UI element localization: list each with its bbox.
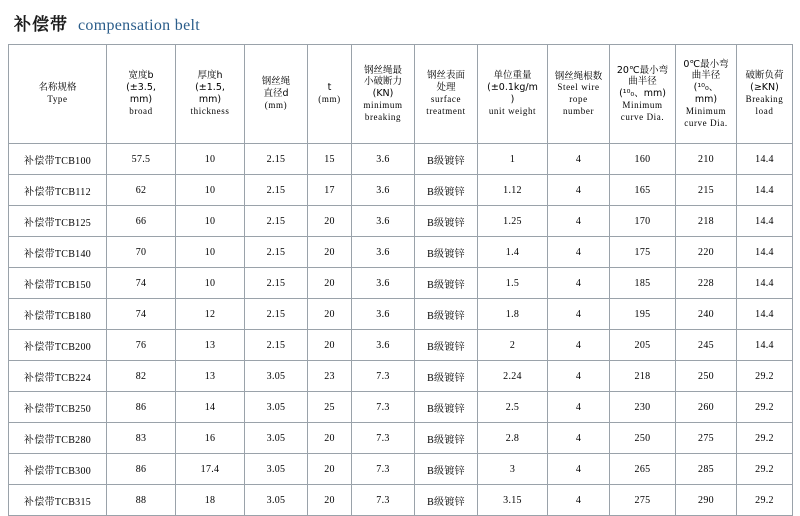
- table-cell: 218: [610, 361, 676, 392]
- column-header-cn-8: 钢丝绳根数: [554, 70, 603, 82]
- column-header-cn-7: 单位重量 (±0.1kg/m ): [487, 70, 538, 106]
- table-cell: 14.4: [737, 175, 793, 206]
- table-cell: 66: [107, 206, 176, 237]
- table-cell: 20: [308, 423, 352, 454]
- table-cell: 82: [107, 361, 176, 392]
- table-cell: 4: [548, 299, 610, 330]
- column-header-cn-3: 钢丝绳 直径d: [261, 76, 291, 100]
- table-cell: B级镀锌: [415, 144, 478, 175]
- table-cell: 10: [176, 206, 245, 237]
- table-cell: 4: [548, 454, 610, 485]
- table-cell: 2.15: [245, 330, 308, 361]
- table-cell: 20: [308, 330, 352, 361]
- table-cell: 2.5: [478, 392, 548, 423]
- table-cell: 170: [610, 206, 676, 237]
- table-cell: 3.6: [352, 299, 415, 330]
- table-cell: B级镀锌: [415, 485, 478, 516]
- cell-type: 补偿带TCB224: [9, 361, 107, 392]
- table-cell: 290: [676, 485, 737, 516]
- table-cell: 7.3: [352, 361, 415, 392]
- column-header-en-1: broad: [129, 105, 153, 116]
- cell-type: 补偿带TCB100: [9, 144, 107, 175]
- table-cell: B级镀锌: [415, 175, 478, 206]
- cell-type: 补偿带TCB150: [9, 268, 107, 299]
- table-cell: 250: [676, 361, 737, 392]
- table-cell: 20: [308, 268, 352, 299]
- table-cell: B级镀锌: [415, 392, 478, 423]
- table-cell: 29.2: [737, 485, 793, 516]
- cell-type: 补偿带TCB180: [9, 299, 107, 330]
- table-cell: 1.8: [478, 299, 548, 330]
- table-cell: 10: [176, 144, 245, 175]
- column-header-cn-4: t: [327, 82, 332, 94]
- column-header-6: [415, 45, 478, 144]
- table-cell: 20: [308, 237, 352, 268]
- table-cell: 7.3: [352, 485, 415, 516]
- table-cell: 260: [676, 392, 737, 423]
- table-cell: 7.3: [352, 454, 415, 485]
- table-cell: 4: [548, 144, 610, 175]
- table-cell: 14.4: [737, 330, 793, 361]
- table-cell: 3.05: [245, 423, 308, 454]
- table-row: [9, 237, 793, 268]
- table-header-row: [9, 45, 793, 144]
- table-row: [9, 454, 793, 485]
- table-row: [9, 392, 793, 423]
- table-cell: 4: [548, 361, 610, 392]
- table-cell: 13: [176, 330, 245, 361]
- table-cell: 70: [107, 237, 176, 268]
- column-header-en-3: (mm): [264, 100, 288, 111]
- column-header-11: [737, 45, 793, 144]
- table-cell: B级镀锌: [415, 206, 478, 237]
- table-cell: 16: [176, 423, 245, 454]
- table-cell: 240: [676, 299, 737, 330]
- table-cell: B级镀锌: [415, 454, 478, 485]
- table-row: [9, 330, 793, 361]
- cell-type: 补偿带TCB300: [9, 454, 107, 485]
- table-cell: 14: [176, 392, 245, 423]
- cell-type: 补偿带TCB315: [9, 485, 107, 516]
- cell-type: 补偿带TCB250: [9, 392, 107, 423]
- page-title-chinese: 补偿带: [14, 15, 68, 35]
- cell-type: 补偿带TCB200: [9, 330, 107, 361]
- table-cell: 20: [308, 485, 352, 516]
- table-cell: 62: [107, 175, 176, 206]
- table-cell: 14.4: [737, 237, 793, 268]
- column-header-en-6: surface treatment: [426, 94, 466, 116]
- table-cell: 29.2: [737, 392, 793, 423]
- table-row: [9, 206, 793, 237]
- column-header-cn-11: 破断负荷 (≥KN): [745, 70, 784, 94]
- table-row: [9, 299, 793, 330]
- table-cell: 76: [107, 330, 176, 361]
- table-cell: 14.4: [737, 268, 793, 299]
- table-cell: 3.05: [245, 454, 308, 485]
- column-header-1: [107, 45, 176, 144]
- table-cell: 165: [610, 175, 676, 206]
- column-header-9: [610, 45, 676, 144]
- table-cell: 185: [610, 268, 676, 299]
- table-cell: 10: [176, 268, 245, 299]
- table-cell: 57.5: [107, 144, 176, 175]
- table-row: [9, 361, 793, 392]
- table-cell: 3.15: [478, 485, 548, 516]
- table-cell: 17: [308, 175, 352, 206]
- table-cell: 2.15: [245, 144, 308, 175]
- column-header-en-0: Type: [47, 94, 68, 105]
- table-cell: 2.8: [478, 423, 548, 454]
- table-cell: 74: [107, 299, 176, 330]
- table-cell: 14.4: [737, 144, 793, 175]
- table-cell: 218: [676, 206, 737, 237]
- column-header-cn-0: 名称规格: [38, 82, 77, 94]
- table-cell: 13: [176, 361, 245, 392]
- column-header-cn-2: 厚度h (±1.5, mm): [195, 70, 225, 106]
- column-header-7: [478, 45, 548, 144]
- table-cell: 2.15: [245, 237, 308, 268]
- table-cell: 3.6: [352, 206, 415, 237]
- table-cell: 3.6: [352, 144, 415, 175]
- table-cell: 12: [176, 299, 245, 330]
- table-cell: 3.6: [352, 330, 415, 361]
- column-header-cn-1: 宽度b (±3.5, mm): [126, 70, 156, 106]
- column-header-2: [176, 45, 245, 144]
- table-cell: 205: [610, 330, 676, 361]
- column-header-en-11: Breaking load: [745, 94, 784, 116]
- table-cell: 86: [107, 454, 176, 485]
- table-cell: 245: [676, 330, 737, 361]
- column-header-3: [245, 45, 308, 144]
- table-cell: 4: [548, 268, 610, 299]
- table-cell: 285: [676, 454, 737, 485]
- table-row: [9, 485, 793, 516]
- table-row: [9, 268, 793, 299]
- table-header: [9, 45, 793, 144]
- table-cell: 3.05: [245, 361, 308, 392]
- table-cell: 2.15: [245, 268, 308, 299]
- table-cell: 29.2: [737, 423, 793, 454]
- column-header-cn-5: 钢丝绳最 小破断力 (KN): [363, 64, 402, 100]
- table-cell: 29.2: [737, 454, 793, 485]
- table-cell: 86: [107, 392, 176, 423]
- column-header-en-5: minimum breaking: [363, 100, 403, 122]
- table-cell: 20: [308, 206, 352, 237]
- table-cell: 4: [548, 175, 610, 206]
- table-cell: 1.4: [478, 237, 548, 268]
- table-cell: 4: [548, 330, 610, 361]
- column-header-8: [548, 45, 610, 144]
- table-cell: 4: [548, 392, 610, 423]
- cell-type: 补偿带TCB280: [9, 423, 107, 454]
- table-cell: 220: [676, 237, 737, 268]
- column-header-cn-10: 0℃最小弯 曲半径 (¹⁰₀、 mm): [683, 58, 729, 106]
- table-cell: 29.2: [737, 361, 793, 392]
- cell-type: 补偿带TCB125: [9, 206, 107, 237]
- column-header-en-2: thickness: [190, 105, 230, 116]
- cell-type: 补偿带TCB140: [9, 237, 107, 268]
- table-cell: 1.5: [478, 268, 548, 299]
- table-cell: B级镀锌: [415, 268, 478, 299]
- table-cell: 18: [176, 485, 245, 516]
- table-cell: 23: [308, 361, 352, 392]
- table-cell: 3.6: [352, 175, 415, 206]
- specification-table: [8, 44, 793, 516]
- table-cell: 2.15: [245, 206, 308, 237]
- page-title-english: compensation belt: [78, 17, 200, 34]
- column-header-4: [308, 45, 352, 144]
- table-body: [9, 144, 793, 516]
- table-cell: 88: [107, 485, 176, 516]
- table-cell: B级镀锌: [415, 330, 478, 361]
- page-title: [8, 10, 792, 35]
- column-header-en-4: (mm): [318, 94, 341, 105]
- column-header-5: [352, 45, 415, 144]
- table-cell: B级镀锌: [415, 237, 478, 268]
- table-cell: 4: [548, 206, 610, 237]
- table-cell: 1: [478, 144, 548, 175]
- table-cell: 195: [610, 299, 676, 330]
- table-cell: 2: [478, 330, 548, 361]
- column-header-en-9: Minimum curve Dia.: [620, 100, 665, 122]
- table-cell: 10: [176, 237, 245, 268]
- column-header-en-7: unit weight: [488, 105, 537, 116]
- table-cell: 20: [308, 454, 352, 485]
- table-cell: 250: [610, 423, 676, 454]
- table-cell: 230: [610, 392, 676, 423]
- column-header-cn-9: 20℃最小弯 曲半径 (¹⁰₀、mm): [616, 64, 669, 100]
- table-cell: 3.6: [352, 237, 415, 268]
- table-cell: 3.6: [352, 268, 415, 299]
- table-cell: 15: [308, 144, 352, 175]
- table-row: [9, 144, 793, 175]
- column-header-0: [9, 45, 107, 144]
- table-cell: 14.4: [737, 299, 793, 330]
- table-cell: 1.12: [478, 175, 548, 206]
- table-cell: 20: [308, 299, 352, 330]
- table-cell: 14.4: [737, 206, 793, 237]
- table-cell: 3.05: [245, 392, 308, 423]
- table-cell: 160: [610, 144, 676, 175]
- table-cell: 275: [610, 485, 676, 516]
- cell-type: 补偿带TCB112: [9, 175, 107, 206]
- table-cell: 1.25: [478, 206, 548, 237]
- column-header-en-10: Minimum curve Dia.: [684, 106, 728, 128]
- column-header-en-8: Steel wire rope number: [557, 82, 600, 116]
- table-cell: B级镀锌: [415, 299, 478, 330]
- table-cell: 7.3: [352, 392, 415, 423]
- table-cell: 265: [610, 454, 676, 485]
- table-cell: 83: [107, 423, 176, 454]
- table-cell: 4: [548, 423, 610, 454]
- table-cell: 3.05: [245, 485, 308, 516]
- table-cell: 4: [548, 237, 610, 268]
- table-cell: 74: [107, 268, 176, 299]
- column-header-cn-6: 钢丝表面 处理: [426, 70, 465, 94]
- table-cell: 17.4: [176, 454, 245, 485]
- table-cell: 210: [676, 144, 737, 175]
- table-cell: 4: [548, 485, 610, 516]
- table-row: [9, 175, 793, 206]
- column-header-10: [676, 45, 737, 144]
- table-cell: B级镀锌: [415, 361, 478, 392]
- table-cell: 228: [676, 268, 737, 299]
- table-cell: 2.24: [478, 361, 548, 392]
- table-cell: 2.15: [245, 299, 308, 330]
- table-cell: 7.3: [352, 423, 415, 454]
- table-cell: 275: [676, 423, 737, 454]
- table-cell: 25: [308, 392, 352, 423]
- table-cell: B级镀锌: [415, 423, 478, 454]
- table-cell: 215: [676, 175, 737, 206]
- table-row: [9, 423, 793, 454]
- table-cell: 10: [176, 175, 245, 206]
- table-cell: 175: [610, 237, 676, 268]
- table-cell: 2.15: [245, 175, 308, 206]
- table-cell: 3: [478, 454, 548, 485]
